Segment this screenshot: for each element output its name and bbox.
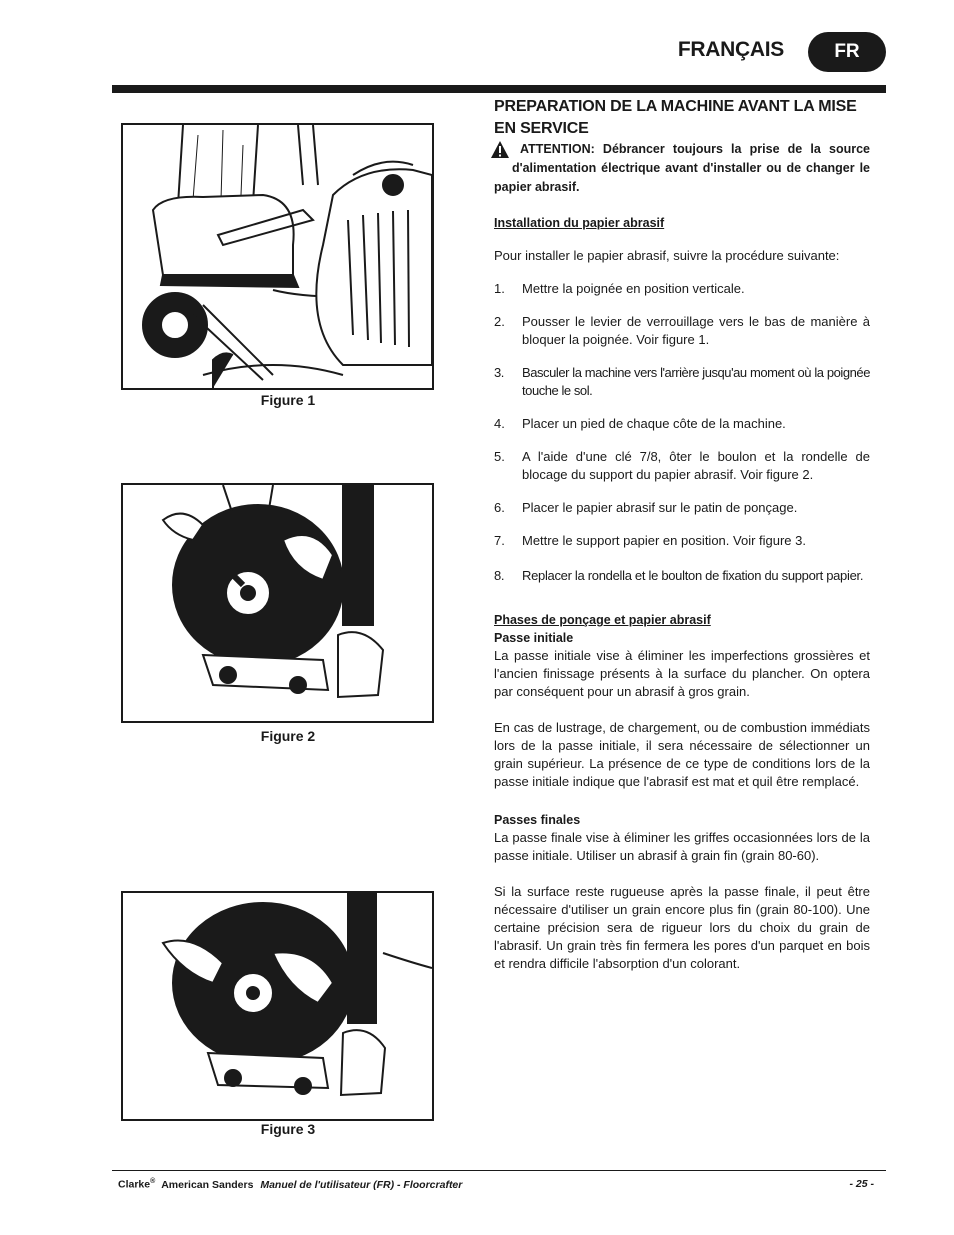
- passe-initiale-heading: Passe initiale: [494, 631, 574, 645]
- passes-finales-heading: Passes finales: [494, 813, 581, 827]
- passe-initiale-paragraph-2: En cas de lustrage, de chargement, ou de combustion immédiats lors de la passe initiale, il sera nécessaire de sélectionner un grain supérieur. La présence de ce type de conditions lors de la passe initiale indique que l'abrasif est mat et quil être remplacé.: [494, 720, 870, 789]
- list-item: 6. Placer le papier abrasif sur le patin de ponçage.: [494, 500, 798, 515]
- figure-2-illustration: [121, 483, 434, 723]
- language-badge: FR: [808, 32, 886, 72]
- foot-on-lever-drawing: [123, 125, 432, 388]
- passes-finales-paragraph-1: La passe finale vise à éliminer les griffes occasionnées lors de la passe initiale. Utiliser un abrasif à grain fin (grain 80-60).: [494, 830, 870, 863]
- footer-manual-title: Manuel de l'utilisateur (FR) - Floorcrafter: [260, 1178, 463, 1191]
- warning-block: [494, 140, 870, 197]
- instructions-column: [494, 96, 870, 973]
- language-label: FRANÇAIS: [677, 38, 784, 61]
- header-rule: [112, 85, 886, 93]
- install-intro: Pour installer le papier abrasif, suivre la procédure suivante:: [494, 248, 840, 263]
- figure-3-illustration: [121, 891, 434, 1121]
- page-number: - 25 -: [849, 1178, 874, 1190]
- footer-brand: Clarke: [118, 1178, 151, 1191]
- installing-paper-support-drawing: [123, 893, 432, 1119]
- list-item: 2. Pousser le levier de verrouillage vers le bas de manière à bloquer la poignée. Voir figure 1.: [494, 314, 870, 347]
- registered-mark: ®: [150, 1178, 156, 1185]
- section-title: PREPARATION DE LA MACHINE AVANT LA MISE EN SERVICE: [494, 98, 857, 137]
- footer-company: American Sanders: [161, 1178, 254, 1191]
- install-heading: Installation du papier abrasif: [494, 216, 665, 230]
- footer-credits: [118, 1178, 462, 1191]
- install-steps: [494, 280, 870, 585]
- list-item: 7. Mettre le support papier en position. Voir figure 3.: [494, 533, 806, 548]
- list-item: 4. Placer un pied de chaque côte de la machine.: [494, 416, 786, 431]
- footer-rule: [112, 1170, 886, 1171]
- wrench-removing-bolt-drawing: [123, 485, 432, 721]
- list-item: 8. Replacer la rondella et le boulton de fixation du support papier.: [494, 568, 864, 583]
- warning-icon: [490, 140, 510, 160]
- passe-initiale-paragraph-1: La passe initiale vise à éliminer les imperfections grossières et l'ancien finissage présents à la surface du plancher. On optera par conséquent pour un abrasif à gros grain.: [494, 648, 870, 699]
- phases-heading: Phases de ponçage et papier abrasif: [494, 613, 711, 627]
- list-item: 5. A l'aide d'une clé 7/8, ôter le boulon et la rondelle de blocage du support du papier abrasif. Voir figure 2.: [494, 449, 870, 482]
- figure-2-caption: Figure 2: [260, 728, 316, 744]
- figure-3-caption: Figure 3: [260, 1121, 316, 1137]
- warning-text: ATTENTION: Débrancer toujours la prise de la source d'alimentation électrique avant d'installer ou de changer le papier abrasif.: [494, 142, 870, 194]
- figure-1-illustration: [121, 123, 434, 390]
- figure-1-caption: Figure 1: [260, 392, 316, 408]
- list-item: 3. Basculer la machine vers l'arrière jusqu'au moment où la poignée touche le sol.: [494, 365, 870, 398]
- passes-finales-paragraph-2: Si la surface reste rugueuse après la passe finale, il peut être nécessaire d'utiliser un grain encore plus fin (grain 80-100). Une certaine précision sera de rigueur lors du choix du grain de l'abrasif. Un grain très fin fermera les pores d'un parquet en bois et rendra difficile l'absorption d'un colorant.: [494, 884, 870, 971]
- list-item: 1. Mettre la poignée en position verticale.: [494, 281, 745, 296]
